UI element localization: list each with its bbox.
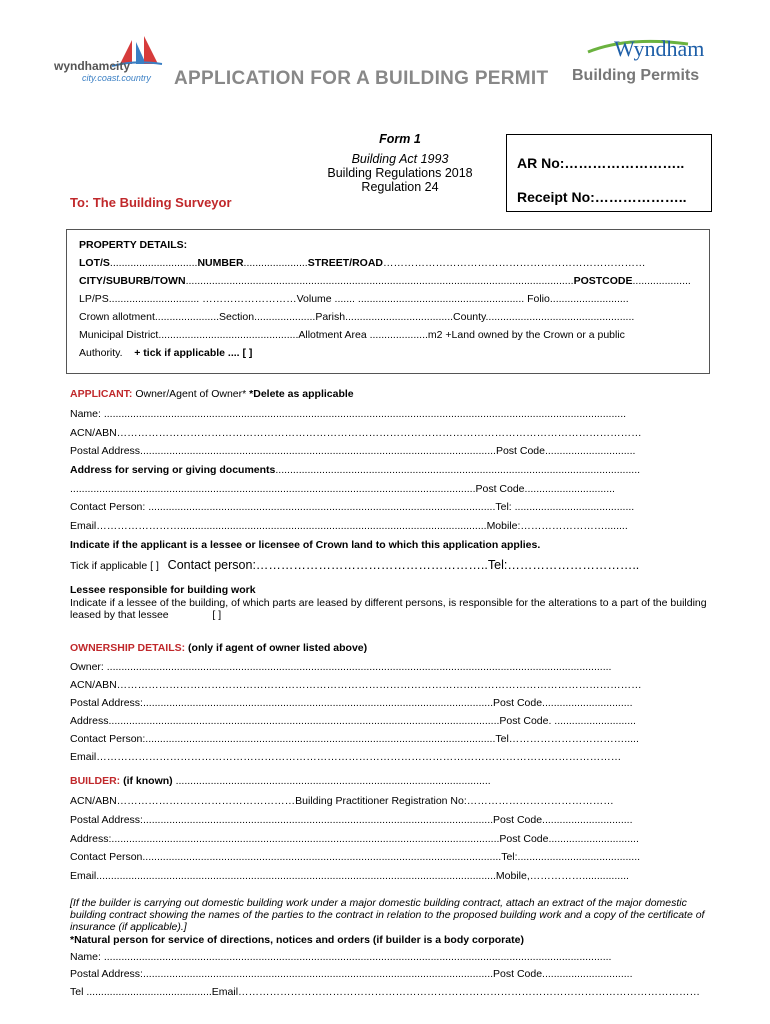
ar-number: AR No:……………………..: [517, 155, 685, 171]
ar-receipt-box: [506, 134, 712, 212]
property-row-lp[interactable]: LP/PS............................... ………………………Volume ....... ......................................................... Folio...........................: [79, 293, 629, 305]
ownership-heading: OWNERSHIP DETAILS: (only if agent of owner listed above): [70, 642, 368, 654]
owner-contact-field[interactable]: Contact Person:........................................................................................................................Tel…………………………….....: [70, 733, 639, 745]
to-surveyor: To: The Building Surveyor: [70, 195, 232, 210]
property-row-lot[interactable]: LOT/S..............................NUMBER......................STREET/ROAD…………………………………………………………………: [79, 257, 646, 269]
owner-email-field[interactable]: Email……………………………………………………………………………………………………………………………………: [70, 751, 622, 763]
owner-name-field[interactable]: Owner: .............................................................................................................................................................................: [70, 661, 612, 673]
form-regulation: Regulation 24: [361, 180, 439, 194]
owner-acn-field[interactable]: ACN/ABN……………………………………………………………………………………………………………………………………: [70, 679, 642, 691]
builder-postal-field[interactable]: Postal Address:........................................................................................................................Post Code...............................: [70, 814, 633, 826]
builder-contact-field[interactable]: Contact Person...........................................................................................................................Tel:..........................................: [70, 851, 641, 863]
natural-name-field[interactable]: Name: ..............................................................................................................................................................................: [70, 951, 612, 963]
lessee-checkbox[interactable]: [ ]: [212, 609, 222, 621]
logo-right-text: Wyndham: [614, 36, 705, 61]
form-number: Form 1: [379, 132, 421, 146]
wyndham-building-permits-logo: [568, 34, 738, 86]
form-header: [300, 132, 500, 194]
owner-address-field[interactable]: Address......................................................................................................................................Post Code. ............................: [70, 715, 636, 727]
applicant-serving2-field[interactable]: ...........................................................................................................................................Post Code...............................: [70, 483, 615, 495]
applicant-heading: APPLICANT: Owner/Agent of Owner* *Delete as applicable: [70, 388, 354, 400]
builder-heading: BUILDER: (if known) ............................................................................................................: [70, 775, 491, 787]
property-row-municipal[interactable]: Municipal District................................................Allotment Area ....................m2 +Land owned by the Crown or a public: [79, 329, 625, 341]
applicant-contact-field[interactable]: Contact Person: .......................................................................................................................Tel: .........................................: [70, 501, 635, 513]
property-heading: PROPERTY DETAILS:: [79, 239, 188, 251]
builder-address-field[interactable]: Address:.....................................................................................................................................Post Code...............................: [70, 833, 639, 845]
logo-right-sub: Building Permits: [572, 67, 700, 84]
lessee-question: Indicate if the applicant is a lessee or licensee of Crown land to which this application applies.: [70, 539, 541, 551]
applicant-acn-field[interactable]: ACN/ABN……………………………………………………………………………………………………………………………………: [70, 427, 642, 439]
form-regs: Building Regulations 2018: [327, 166, 473, 180]
applicant-email-field[interactable]: Email…………………….........................................................................................................Mobile:……………………........: [70, 520, 628, 532]
builder-email-field[interactable]: Email.........................................................................................................................................Mobile,……………................: [70, 870, 629, 882]
owner-postal-field[interactable]: Postal Address:........................................................................................................................Post Code...............................: [70, 697, 633, 709]
page-title: APPLICATION FOR A BUILDING PERMIT: [174, 68, 549, 89]
applicant-postal-field[interactable]: Postal Address..........................................................................................................................Post Code...............................: [70, 445, 636, 457]
logo-left-text: wyndhamcity: [54, 59, 131, 73]
property-row-crown[interactable]: Crown allotment......................Section.....................Parish.....................................County...................................................: [79, 311, 635, 323]
lessee-heading: Lessee responsible for building work: [70, 584, 256, 596]
tick-if-applicable-row[interactable]: [70, 558, 639, 572]
form-act: Building Act 1993: [351, 152, 449, 166]
natural-person-heading: *Natural person for service of directions, notices and orders (if builder is a body corporate): [70, 934, 524, 946]
wyndham-city-logo: [54, 34, 174, 86]
property-row-city[interactable]: CITY/SUBURB/TOWN.....................................................................................................................................POSTCODE....................: [79, 275, 691, 287]
lessee-text: Indicate if a lessee of the building, of which parts are leased by different persons, is responsible for the alterations to a part of the building leased by that lessee [ ]: [70, 597, 707, 621]
applicant-name-field[interactable]: Name: ...................................................................................................................................................................................: [70, 408, 627, 420]
receipt-number: Receipt No:………………..: [517, 189, 687, 205]
builder-acn-field[interactable]: ACN/ABN……………………………………………Building Practitioner Registration No:……………………………………: [70, 795, 614, 807]
applicant-serving-field[interactable]: Address for serving or giving documents.............................................................................................................................: [70, 464, 641, 476]
natural-tel-email-field[interactable]: Tel ...........................................Email……………………………………………………………………………………………………………………: [70, 986, 701, 998]
tick-checkbox[interactable]: Tick if applicable [ ]: [70, 560, 159, 572]
natural-postal-field[interactable]: Postal Address:........................................................................................................................Post Code...............................: [70, 968, 633, 980]
tick-contact-field[interactable]: Contact person:………………………………………………..Tel:…………………………..: [167, 558, 640, 572]
property-details-box: [66, 229, 710, 374]
property-row-authority[interactable]: Authority. + tick if applicable .... [ ]: [79, 347, 253, 359]
builder-note: [If the builder is carrying out domestic building work under a major domestic building contract, attach an extract of the major domestic building contract showing the names of the parties to the contract in relation to the proposed building work and a copy of the certificate of insurance (if applicable).]: [70, 897, 705, 933]
logo-left-tagline: city.coast.country: [82, 73, 151, 83]
